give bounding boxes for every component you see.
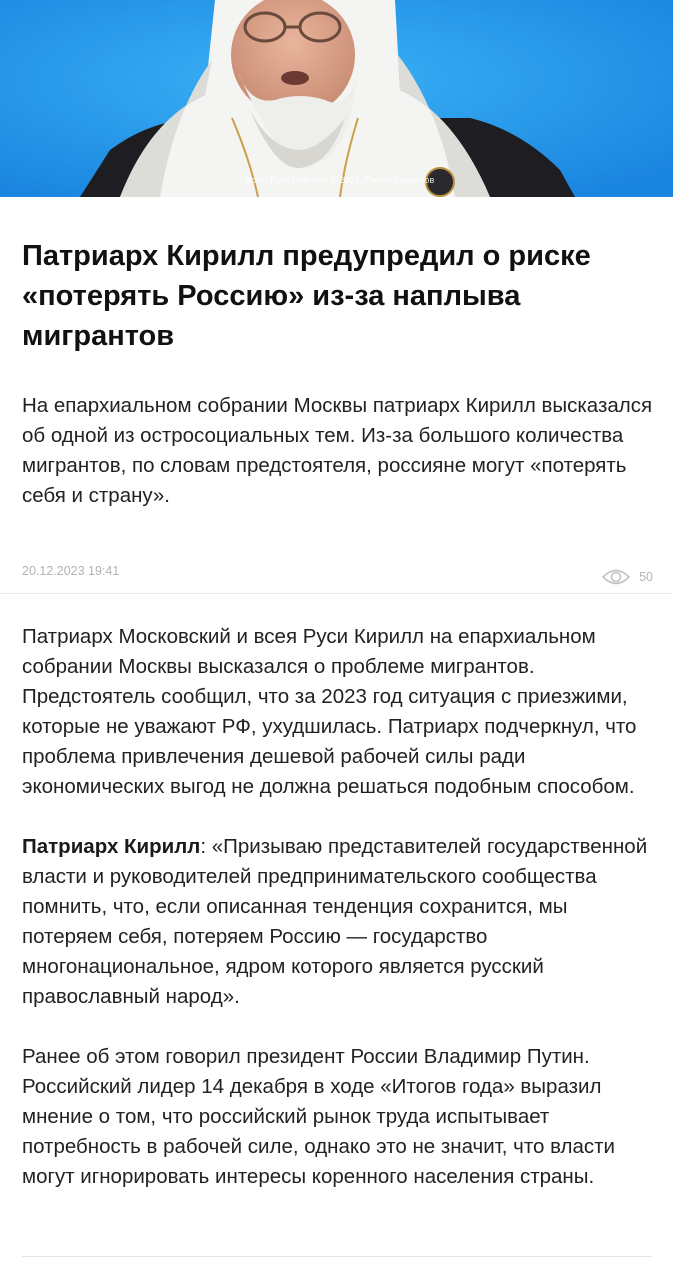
patriarch-photo bbox=[0, 0, 673, 197]
publish-date: 20.12.2023 19:41 bbox=[22, 564, 120, 578]
quote-text: : «Призываю представителей государственной власти и руководителей предпринимательского сообщества помнить, что, если описанная тенденция сохранится, мы потеряем себя, потеряем Россию — государство многонациональное, ядром которого является русский православный народ». bbox=[22, 835, 648, 1008]
hero-image bbox=[0, 0, 673, 197]
eye-icon bbox=[601, 567, 631, 587]
article-paragraph: Патриарх Московский и всея Руси Кирилл на епархиальном собрании Москвы высказался о проблеме мигрантов. Предстоятель сообщил, что за 2023 год ситуация с приезжими, которые не уважают РФ, ухудшилась. Патриарх подчеркнул, что проблема привлечения дешевой рабочей силы ради экономических выгод не должна решаться подобным способом. bbox=[22, 625, 637, 798]
photo-credit: Фото: РИА Новости © 2023, Павел Бедняков bbox=[244, 175, 435, 185]
views-count: 50 bbox=[639, 570, 653, 584]
quote-speaker: Патриарх Кирилл bbox=[22, 835, 201, 858]
article-quote-paragraph bbox=[22, 832, 654, 1012]
article-headline: Патриарх Кирилл предупредил о риске «потерять Россию» из-за наплыва мигрантов bbox=[22, 240, 591, 352]
article-body bbox=[22, 622, 654, 1222]
article-paragraph: Ранее об этом говорил президент России Владимир Путин. Российский лидер 14 декабря в ходе «Итогов года» выразил мнение о том, что российский рынок труда испытывает потребность в рабочей силе, однако это не значит, что власти могут игнорировать интересы коренного населения страны. bbox=[22, 1045, 615, 1188]
bottom-divider bbox=[22, 1256, 652, 1257]
article-lead: На епархиальном собрании Москвы патриарх Кирилл высказался об одной из остросоциальных тем. Из-за большого количества мигрантов, по словам предстоятеля, россияне могут «потерять себя и страну». bbox=[22, 394, 653, 507]
views-counter bbox=[601, 566, 653, 588]
meta-divider bbox=[0, 593, 673, 594]
